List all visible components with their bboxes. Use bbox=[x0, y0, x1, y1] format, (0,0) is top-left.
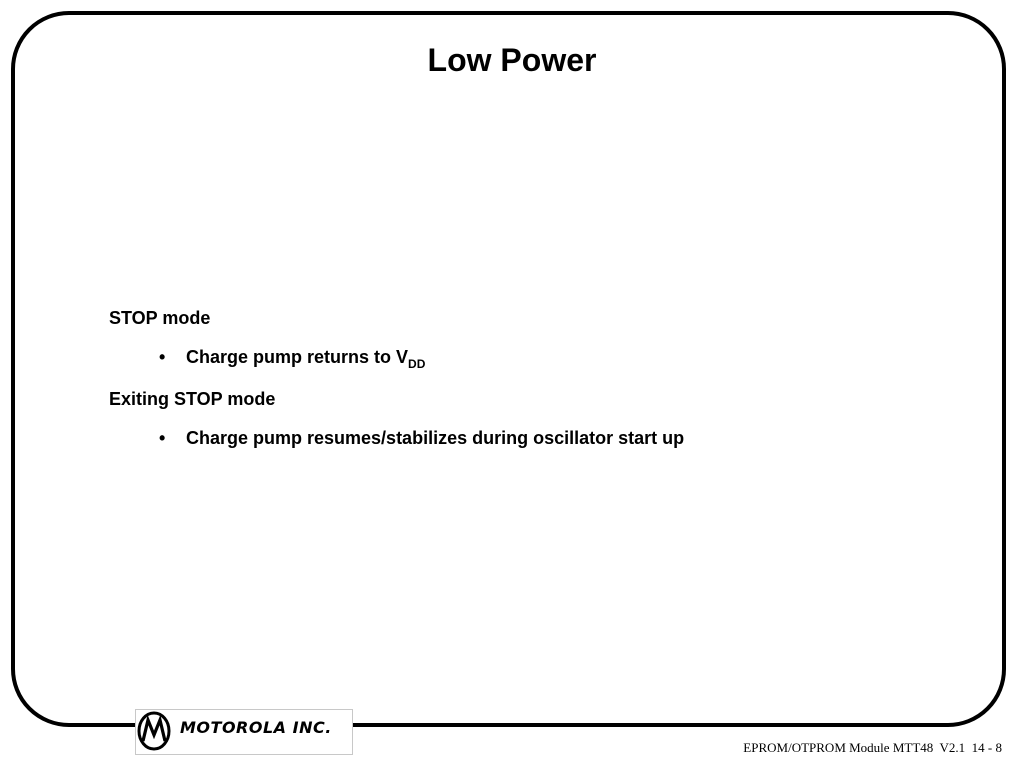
bullet-text-main: Charge pump returns to V bbox=[186, 347, 409, 367]
bullet-text-subscript: DD bbox=[408, 357, 426, 371]
section-heading-stop-mode: STOP mode bbox=[109, 308, 211, 328]
bullet-text bbox=[186, 347, 426, 371]
logo-wordmark: MOTOROLA INC. bbox=[180, 718, 332, 737]
section-heading-exiting-stop-mode: Exiting STOP mode bbox=[109, 389, 276, 409]
slide-frame bbox=[11, 11, 1006, 727]
bullet-item-charge-pump-resumes bbox=[159, 427, 684, 449]
bullet-text: Charge pump resumes/stabilizes during oscillator start up bbox=[186, 428, 685, 448]
slide-title: Low Power bbox=[427, 42, 597, 78]
bullet-icon: • bbox=[159, 347, 166, 367]
bullet-icon: • bbox=[159, 428, 166, 448]
motorola-batwing-icon bbox=[137, 711, 171, 751]
footer-module-label: EPROM/OTPROM Module MTT48 V2.1 14 - 8 bbox=[743, 740, 1002, 755]
bullet-item-charge-pump-returns bbox=[159, 346, 426, 371]
motorola-logo bbox=[135, 709, 353, 755]
